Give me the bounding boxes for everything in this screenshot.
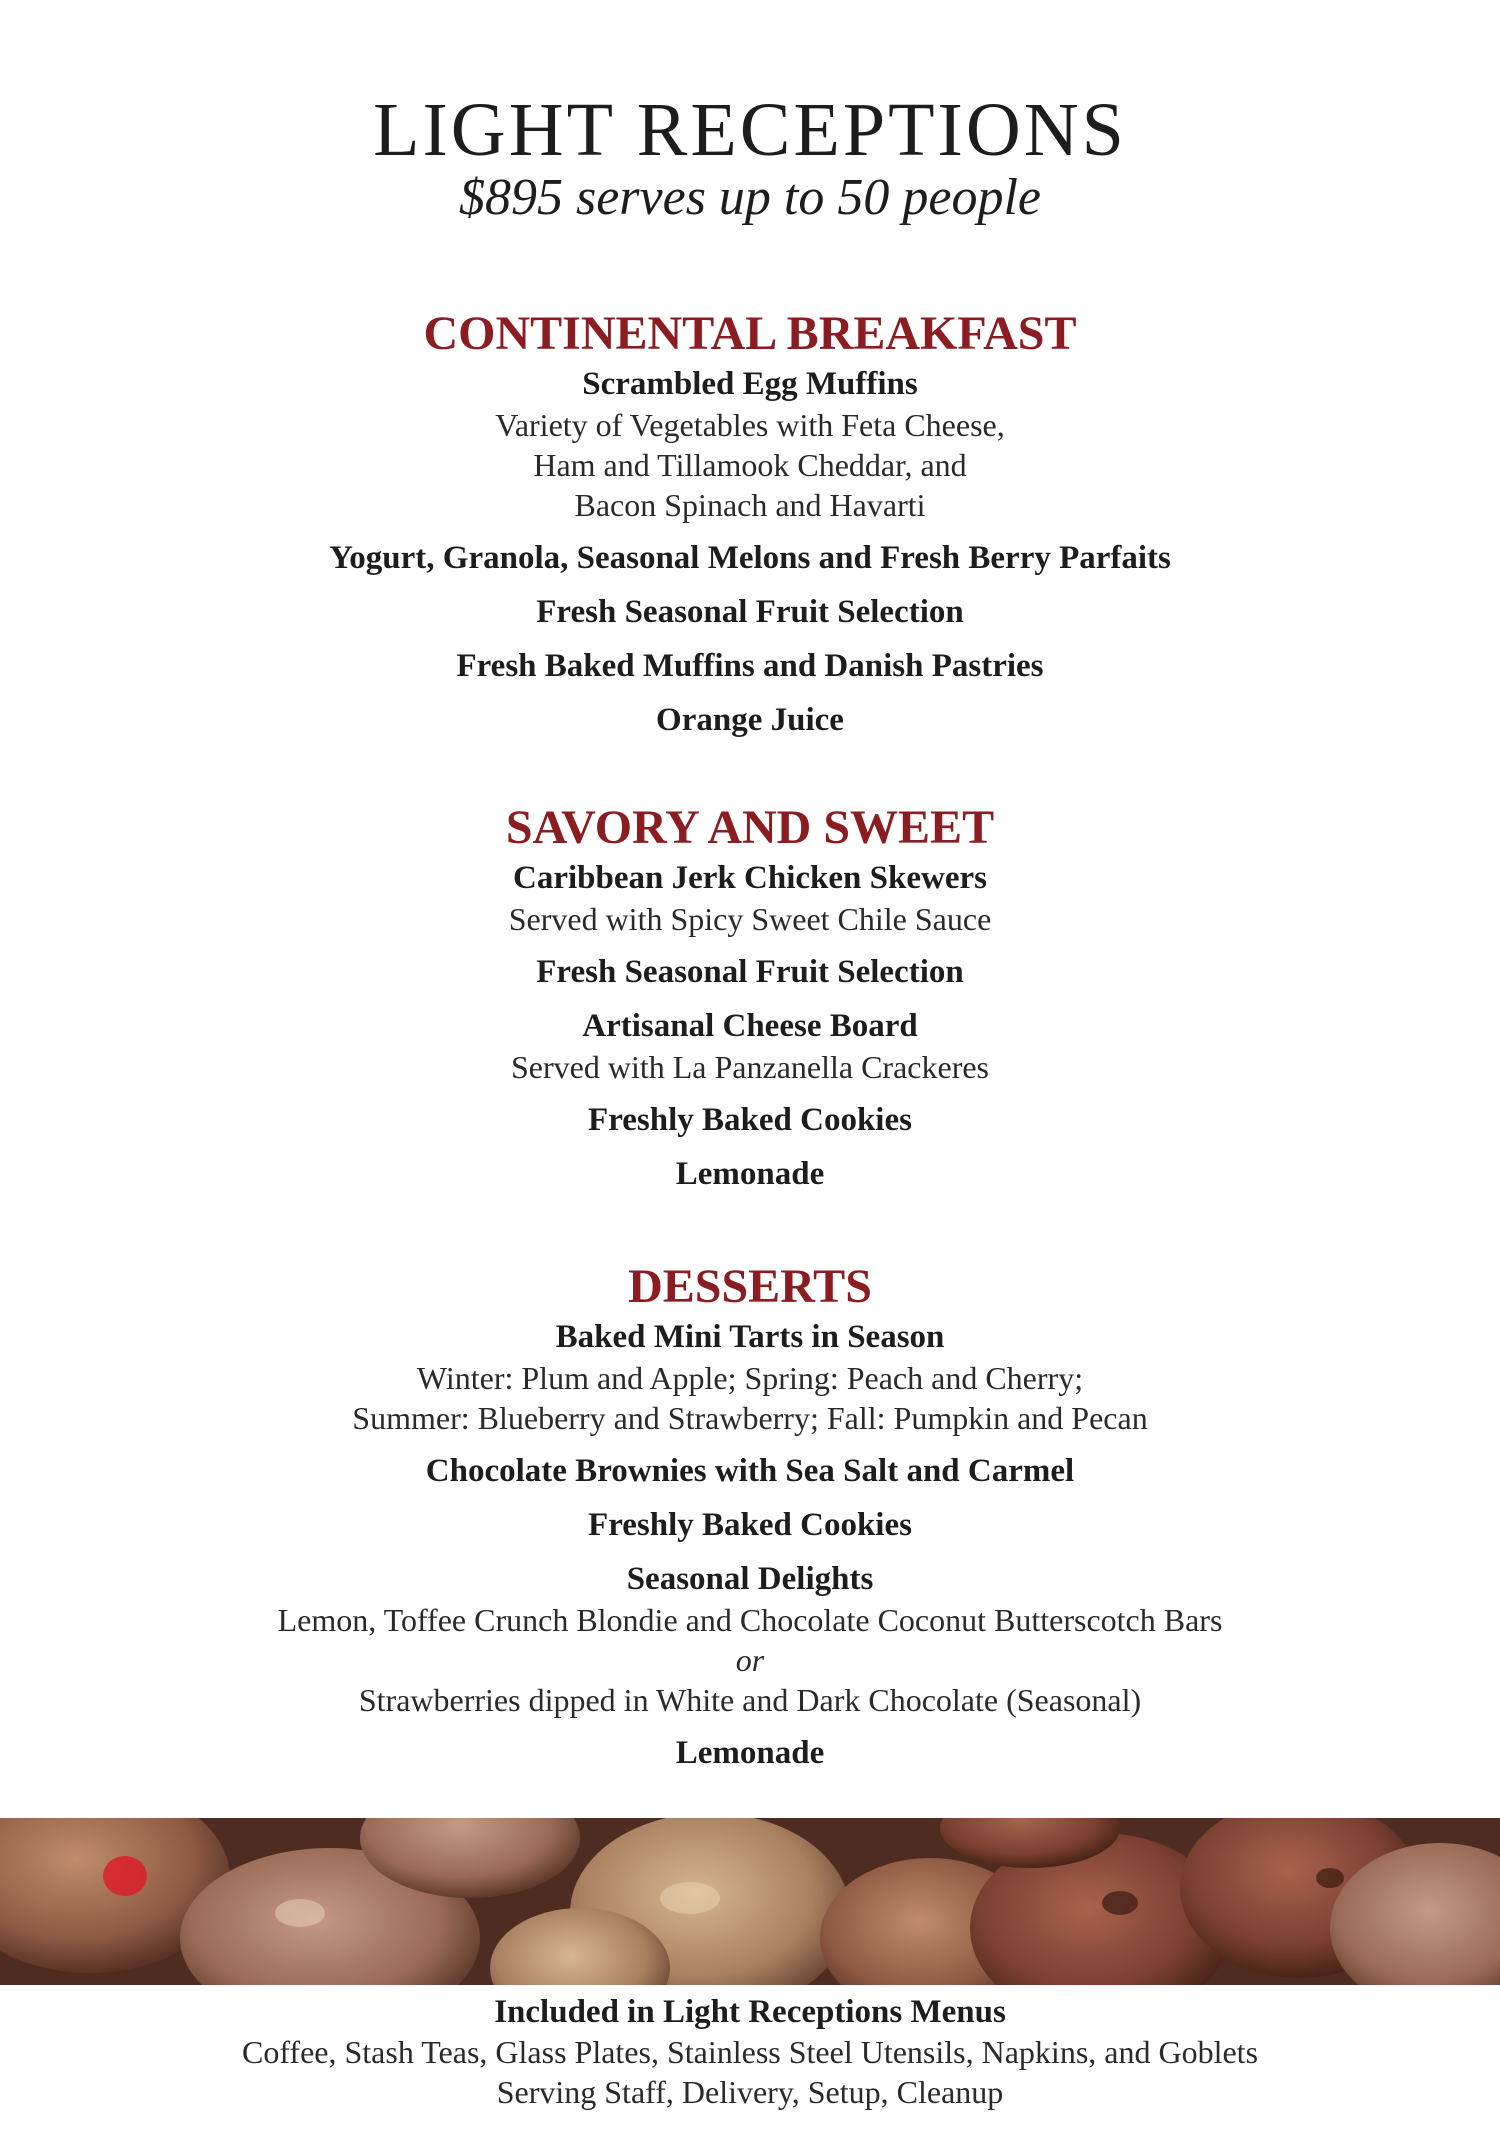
item-name: Scrambled Egg Muffins <box>582 366 918 402</box>
menu-item <box>0 1154 1500 1195</box>
item-description: Ham and Tillamook Cheddar, and <box>533 447 967 483</box>
item-description: Summer: Blueberry and Strawberry; Fall: Pumpkin and Pecan <box>352 1400 1148 1436</box>
item-name: Fresh Seasonal Fruit Selection <box>536 954 964 990</box>
menu-item <box>0 1006 1500 1087</box>
page-title: LIGHT RECEPTIONS <box>373 88 1127 172</box>
item-name: Artisanal Cheese Board <box>582 1008 918 1044</box>
included-line: Coffee, Stash Teas, Glass Plates, Stainless Steel Utensils, Napkins, and Goblets <box>241 2034 1259 2070</box>
item-description: Served with La Panzanella Crackeres <box>510 1049 989 1085</box>
menu-item <box>0 538 1500 579</box>
item-name: Fresh Baked Muffins and Danish Pastries <box>456 648 1044 684</box>
section-desserts <box>0 1259 1500 1787</box>
item-description: Winter: Plum and Apple; Spring: Peach and Cherry; <box>416 1360 1084 1396</box>
included-title: Included in Light Receptions Menus <box>494 1994 1006 2030</box>
included-section <box>0 1992 1500 2112</box>
menu-item <box>0 1100 1500 1141</box>
item-name: Yogurt, Granola, Seasonal Melons and Fresh Berry Parfaits <box>329 540 1171 576</box>
item-name: Fresh Seasonal Fruit Selection <box>536 594 964 630</box>
menu-item <box>0 1559 1500 1720</box>
item-name: Lemonade <box>675 1735 825 1771</box>
item-name: Chocolate Brownies with Sea Salt and Carmel <box>425 1453 1075 1489</box>
item-name: Baked Mini Tarts in Season <box>555 1319 945 1355</box>
menu-item <box>0 1317 1500 1438</box>
item-name: Lemonade <box>675 1156 825 1192</box>
menu-item <box>0 1451 1500 1492</box>
item-name: Freshly Baked Cookies <box>588 1102 912 1138</box>
item-description: Served with Spicy Sweet Chile Sauce <box>508 901 992 937</box>
menu-item <box>0 858 1500 939</box>
item-or-separator: or <box>735 1642 765 1678</box>
item-description: Lemon, Toffee Crunch Blondie and Chocolate Coconut Butterscotch Bars <box>277 1602 1223 1638</box>
menu-item <box>0 700 1500 741</box>
item-description: Bacon Spinach and Havarti <box>574 487 926 523</box>
menu-item <box>0 646 1500 687</box>
section-title: CONTINENTAL BREAKFAST <box>423 307 1077 360</box>
menu-item <box>0 592 1500 633</box>
menu-item <box>0 952 1500 993</box>
item-description: Strawberries dipped in White and Dark Chocolate (Seasonal) <box>358 1682 1142 1718</box>
menu-item <box>0 1733 1500 1774</box>
page-subtitle: $895 serves up to 50 people <box>458 169 1041 226</box>
section-title: SAVORY AND SWEET <box>505 801 995 854</box>
item-name: Caribbean Jerk Chicken Skewers <box>513 860 987 896</box>
cookies-illustration <box>0 1818 1500 1985</box>
item-name: Orange Juice <box>656 702 844 738</box>
section-title: DESSERTS <box>628 1260 872 1313</box>
section-continental-breakfast <box>0 306 1500 754</box>
menu-item <box>0 364 1500 525</box>
item-name: Seasonal Delights <box>626 1561 874 1597</box>
menu-item <box>0 1505 1500 1546</box>
section-savory-and-sweet <box>0 800 1500 1208</box>
cookies-photo <box>0 1818 1500 1985</box>
included-line: Serving Staff, Delivery, Setup, Cleanup <box>496 2074 1004 2110</box>
item-description: Variety of Vegetables with Feta Cheese, <box>495 407 1005 443</box>
item-name: Freshly Baked Cookies <box>588 1507 912 1543</box>
